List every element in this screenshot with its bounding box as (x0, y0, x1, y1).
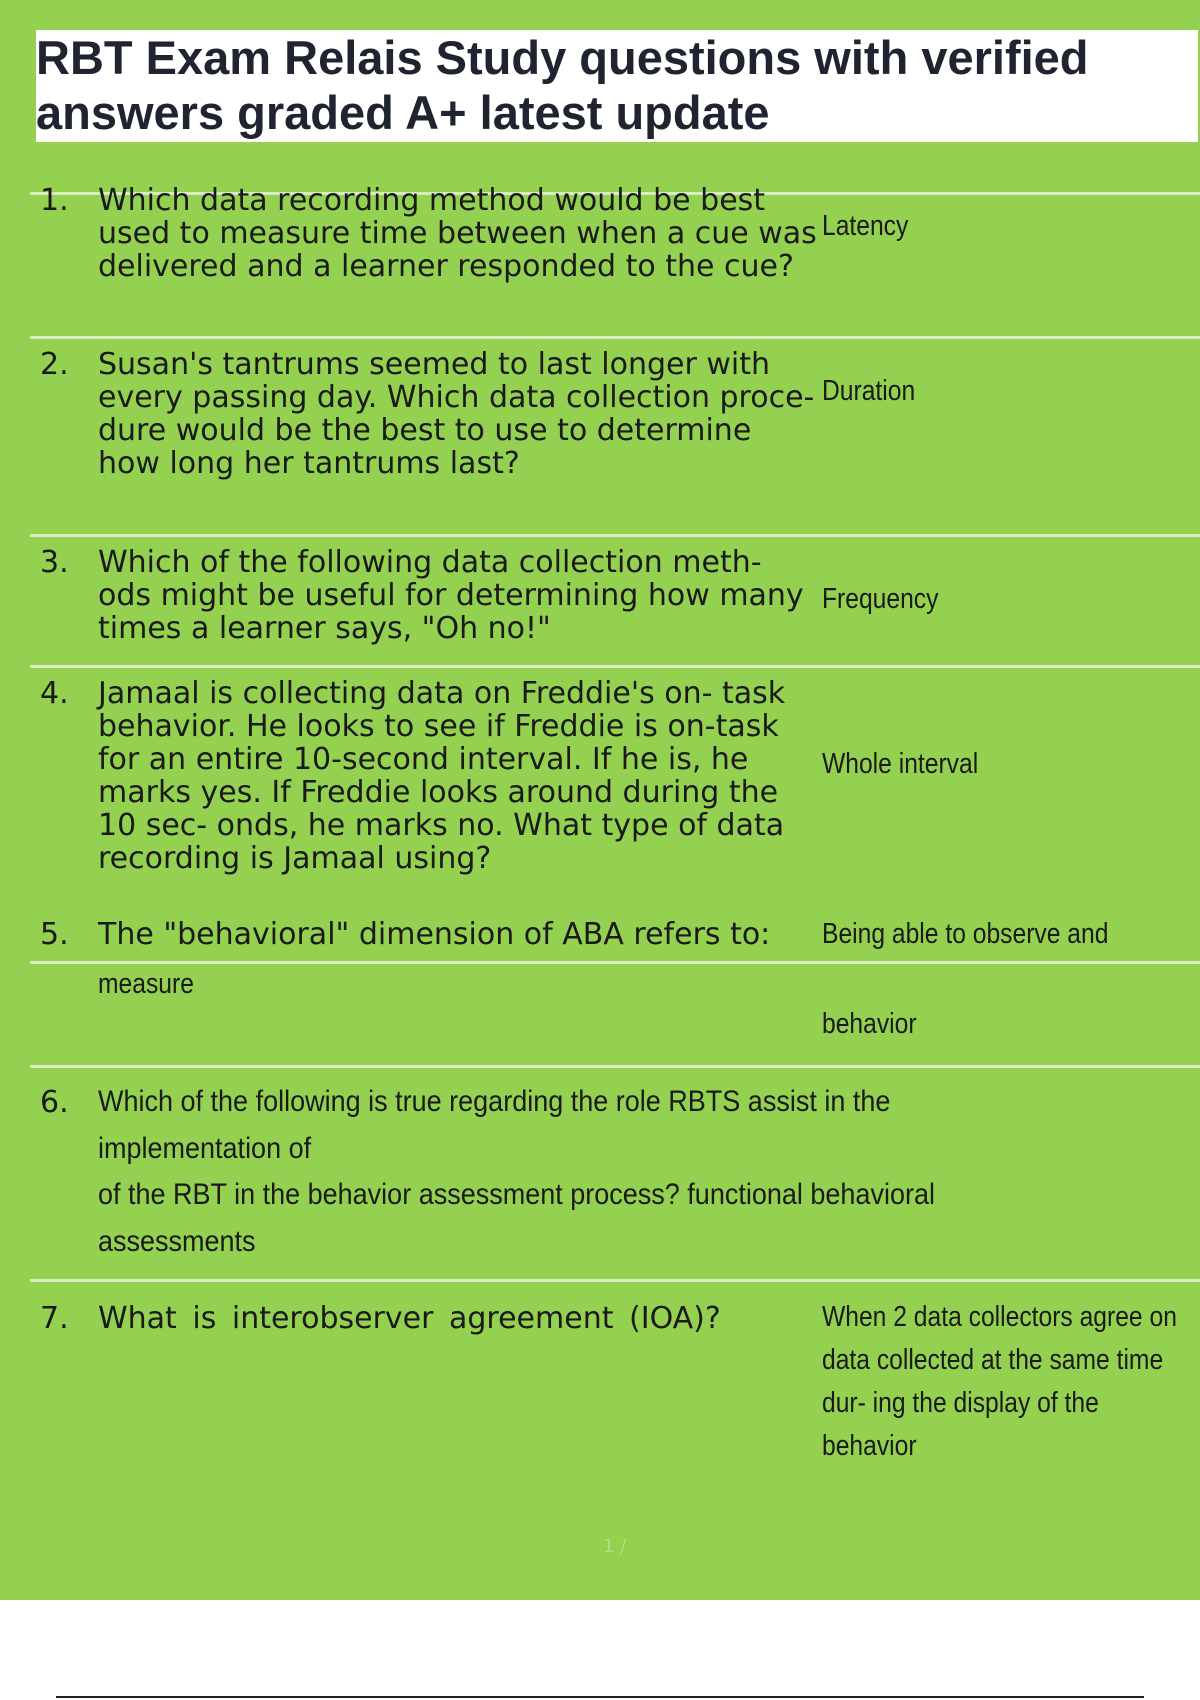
answer-text: Duration (822, 375, 916, 407)
question-text: Which data recording method would be best used to measure time between when a cue was delivered and a learner responded to the cue? (98, 183, 817, 284)
item-number: 2. (40, 347, 69, 382)
page-number: 1 / (603, 1536, 627, 1557)
item-number: 6. (40, 1085, 69, 1120)
answer-text: Frequency (822, 583, 939, 615)
answer-text: Being able to observe and (822, 918, 1109, 950)
item-number: 4. (40, 676, 69, 711)
item-number: 1. (40, 183, 69, 218)
answer-text: When 2 data collectors agree on data collected at the same time dur- ing the display of the behavior (822, 1301, 1177, 1462)
divider (30, 1065, 1200, 1068)
divider (30, 1279, 1200, 1282)
question-text: Jamaal is collecting data on Freddie's on- task behavior. He looks to see if Freddie is on-task for an entire 10-second interval. If he is, he marks yes. If Freddie looks around during the 10 sec- onds, he marks no. What type of data recording is Jamaal using? (98, 676, 786, 876)
question-text: What is interobserver agreement (IOA)? (98, 1301, 721, 1336)
question-text: Which of the following is true regarding the role RBTS assist in the implementation of (98, 1085, 891, 1165)
item-number: 3. (40, 545, 69, 580)
title-box (36, 30, 1198, 142)
footer-rule (56, 1696, 1144, 1698)
question-text: The "behavioral" dimension of ABA refers to: (98, 917, 771, 952)
item-number: 5. (40, 917, 69, 952)
question-text: Which of the following data collection meth- ods might be useful for determining how many times a learner says, "Oh no!" (98, 545, 804, 646)
question-continuation: of the RBT in the behavior assessment process? functional behavioral assessments (98, 1178, 935, 1258)
divider (30, 336, 1200, 339)
answer-text: Latency (822, 210, 909, 242)
document-title: RBT Exam Relais Study questions with verified answers graded A+ latest update (36, 31, 1089, 139)
divider (30, 665, 1200, 668)
question-text: Susan's tantrums seemed to last longer with every passing day. Which data collection proce- dure would be the best to use to determine how long her tantrums last? (98, 347, 815, 481)
item-number: 7. (40, 1301, 69, 1336)
answer-text: Whole interval (822, 748, 979, 780)
answer-continuation: behavior (822, 1008, 917, 1040)
divider (30, 534, 1200, 537)
answer-continuation: measure (98, 968, 194, 1000)
